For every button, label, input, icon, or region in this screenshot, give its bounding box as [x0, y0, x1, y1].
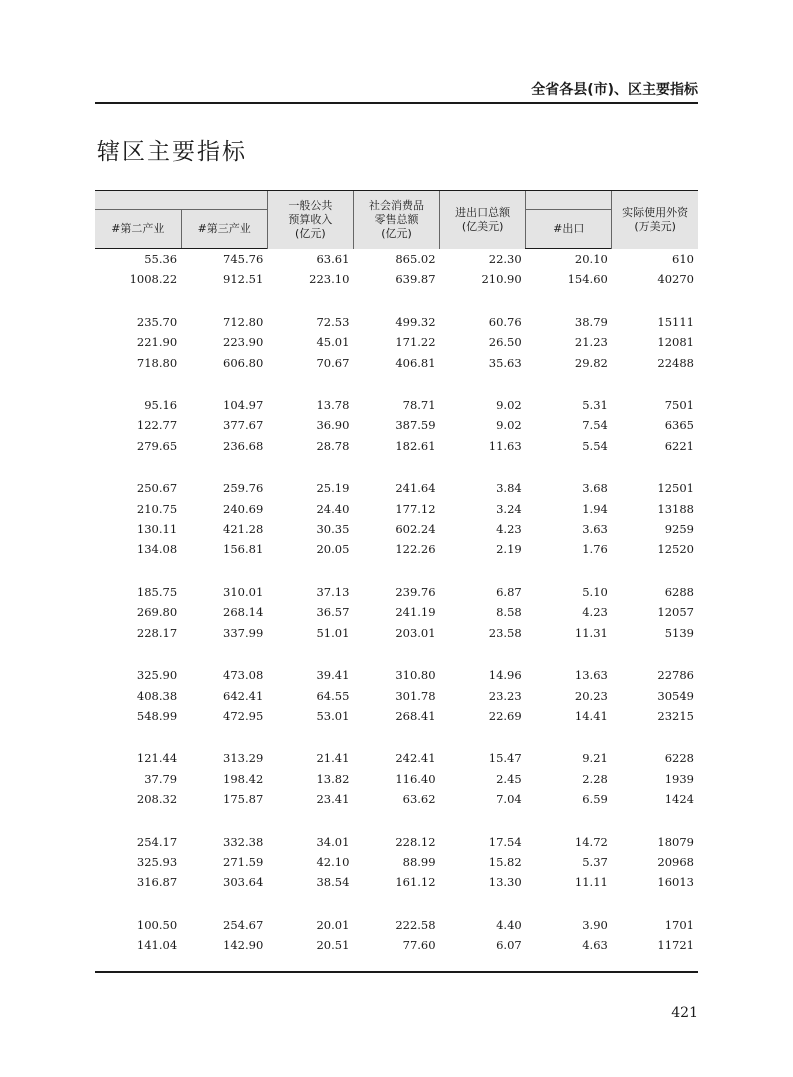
table-cell: 38.79	[574, 314, 608, 329]
table-cell: 3.63	[582, 522, 608, 537]
table-cell: 4.23	[496, 522, 522, 537]
table-row	[95, 332, 698, 352]
table-cell: 254.67	[223, 917, 264, 932]
table-cell: 130.11	[136, 522, 178, 537]
table-cell: 387.59	[395, 418, 436, 433]
table-cell: 12501	[657, 481, 694, 496]
table-cell: 122.77	[136, 418, 178, 433]
table-cell: 7501	[664, 398, 694, 413]
header-cell-retail-sales: 社会消费品 零售总额 (亿元)	[353, 191, 439, 249]
table-cell: 53.01	[316, 708, 350, 723]
table-cell: 3.68	[582, 481, 608, 496]
table-cell: 20.10	[574, 252, 608, 266]
table-row	[95, 832, 698, 852]
table-cell: 116.40	[395, 771, 436, 786]
table-cell: 161.12	[395, 875, 436, 890]
table-cell: 4.63	[582, 938, 608, 953]
table-cell: 6.87	[496, 584, 522, 599]
header-cell-fdi: 实际使用外资 (万美元)	[612, 191, 698, 249]
table-cell: 14.72	[574, 834, 608, 849]
table-cell: 30.35	[316, 522, 350, 537]
table-cell: 6.59	[582, 792, 608, 807]
table-row	[95, 872, 698, 892]
group-spacer	[95, 373, 698, 395]
table-cell: 310.01	[223, 584, 264, 599]
table-cell: 337.99	[223, 625, 264, 640]
table-cell: 5.31	[582, 398, 608, 413]
table-row	[95, 539, 698, 559]
header-cell-budget-revenue: 一般公共 预算收入 (亿元)	[267, 191, 353, 249]
group-spacer	[95, 810, 698, 832]
table-cell: 4.23	[582, 605, 608, 620]
table-row	[95, 769, 698, 789]
table-cell: 22.69	[488, 708, 522, 723]
table-cell: 21.41	[316, 751, 350, 766]
table-cell: 175.87	[223, 792, 264, 807]
table-row	[95, 519, 698, 539]
table-cell: 718.80	[136, 355, 178, 370]
table-cell: 37.79	[144, 771, 178, 786]
table-cell: 64.55	[316, 688, 350, 703]
table-row	[95, 353, 698, 373]
table-cell: 21.23	[574, 335, 608, 350]
table-cell: 22488	[657, 355, 694, 370]
page-number: 421	[671, 1005, 698, 1021]
table-cell: 26.50	[488, 335, 522, 350]
running-header: 全省各县(市)、区主要指标	[531, 82, 698, 98]
table-cell: 88.99	[402, 854, 436, 869]
table-cell: 40270	[657, 272, 694, 287]
table-cell: 60.76	[488, 314, 522, 329]
table-row	[95, 499, 698, 519]
table-cell: 602.24	[395, 522, 436, 537]
table-cell: 271.59	[223, 854, 264, 869]
table-cell: 912.51	[223, 272, 264, 287]
table-cell: 20.05	[316, 542, 350, 557]
table-row	[95, 686, 698, 706]
table-cell: 35.63	[488, 355, 522, 370]
table-cell: 20.23	[574, 688, 608, 703]
header-cell-industry-group	[95, 191, 267, 210]
table-cell: 712.80	[223, 314, 264, 329]
table-cell: 45.01	[316, 335, 350, 350]
table-row	[95, 436, 698, 456]
table-cell: 12081	[657, 335, 694, 350]
table-cell: 142.90	[223, 938, 264, 953]
table-cell: 223.10	[309, 272, 350, 287]
table-cell: 325.90	[136, 668, 178, 683]
table-cell: 325.93	[136, 854, 178, 869]
table-cell: 30549	[657, 688, 694, 703]
table-cell: 23.23	[488, 688, 522, 703]
table-cell: 1.94	[582, 501, 608, 516]
table-cell: 24.40	[316, 501, 350, 516]
table-cell: 301.78	[395, 688, 436, 703]
table-cell: 15.82	[488, 854, 522, 869]
table-cell: 228.12	[395, 834, 436, 849]
table-cell: 63.62	[402, 792, 436, 807]
table-cell: 55.36	[144, 252, 178, 266]
table-row	[95, 582, 698, 602]
table-cell: 51.01	[316, 625, 350, 640]
table-row	[95, 269, 698, 289]
table-cell: 14.41	[574, 708, 608, 723]
table-cell: 250.67	[136, 481, 178, 496]
table-cell: 316.87	[136, 875, 178, 890]
table-cell: 228.17	[136, 625, 178, 640]
header-cell-exports-top	[526, 191, 612, 210]
table-cell: 254.17	[136, 834, 178, 849]
table-cell: 18079	[657, 834, 694, 849]
indicator-table-wrapper	[95, 190, 698, 956]
table-bottom-rule	[95, 971, 698, 973]
table-cell: 2.19	[496, 542, 522, 557]
table-cell: 2.45	[496, 771, 522, 786]
table-cell: 472.95	[223, 708, 264, 723]
table-row	[95, 706, 698, 726]
table-cell: 606.80	[223, 355, 264, 370]
table-row	[95, 789, 698, 809]
table-cell: 3.24	[496, 501, 522, 516]
table-cell: 72.53	[316, 314, 350, 329]
table-cell: 11.11	[574, 875, 608, 890]
table-cell: 9.02	[496, 418, 522, 433]
header-rule	[95, 102, 698, 104]
table-cell: 16013	[657, 875, 694, 890]
table-cell: 222.58	[395, 917, 436, 932]
table-cell: 639.87	[395, 272, 436, 287]
table-cell: 11.31	[574, 625, 608, 640]
table-cell: 240.69	[223, 501, 264, 516]
table-row	[95, 415, 698, 435]
table-cell: 9259	[664, 522, 694, 537]
table-cell: 70.67	[316, 355, 350, 370]
table-cell: 13.30	[488, 875, 522, 890]
indicator-table	[95, 190, 698, 956]
table-row	[95, 478, 698, 498]
table-cell: 11721	[657, 938, 694, 953]
table-cell: 77.60	[402, 938, 436, 953]
table-cell: 22786	[657, 668, 694, 683]
page-title: 辖区主要指标	[97, 139, 247, 165]
table-row	[95, 249, 698, 270]
header-cell-secondary-industry: #第二产业	[95, 210, 181, 249]
table-cell: 39.41	[316, 668, 350, 683]
table-row	[95, 935, 698, 955]
table-cell: 548.99	[136, 708, 178, 723]
table-cell: 7.04	[496, 792, 522, 807]
table-cell: 23215	[657, 708, 694, 723]
table-row	[95, 665, 698, 685]
table-cell: 122.26	[395, 542, 436, 557]
table-cell: 5.37	[582, 854, 608, 869]
table-cell: 610	[672, 251, 694, 266]
table-cell: 1.76	[582, 542, 608, 557]
table-cell: 23.58	[488, 625, 522, 640]
table-cell: 6288	[664, 584, 694, 599]
table-cell: 408.38	[136, 688, 178, 703]
table-row	[95, 852, 698, 872]
table-cell: 22.30	[488, 251, 522, 266]
table-cell: 28.78	[316, 438, 350, 453]
table-cell: 1424	[664, 792, 694, 807]
table-cell: 6221	[664, 438, 694, 453]
table-cell: 7.54	[582, 418, 608, 433]
group-spacer	[95, 560, 698, 582]
table-cell: 865.02	[395, 251, 436, 266]
table-cell: 241.19	[395, 605, 436, 620]
table-cell: 5.54	[582, 438, 608, 453]
table-cell: 421.28	[223, 522, 264, 537]
table-cell: 121.44	[136, 751, 178, 766]
table-cell: 12057	[657, 605, 694, 620]
table-row	[95, 915, 698, 935]
table-cell: 236.68	[223, 438, 264, 453]
table-cell: 223.90	[223, 335, 264, 350]
table-cell: 36.90	[316, 418, 350, 433]
table-cell: 9.02	[496, 398, 522, 413]
table-cell: 473.08	[223, 668, 264, 683]
table-cell: 141.04	[136, 938, 178, 953]
table-cell: 20.51	[316, 938, 350, 953]
table-cell: 310.80	[395, 668, 436, 683]
table-cell: 268.41	[395, 708, 436, 723]
table-cell: 36.57	[316, 605, 350, 620]
table-cell: 95.16	[144, 398, 178, 413]
table-cell: 6228	[664, 751, 694, 766]
table-cell: 3.84	[496, 481, 522, 496]
table-cell: 13188	[657, 501, 694, 516]
table-cell: 12520	[657, 542, 694, 557]
table-row	[95, 748, 698, 768]
table-cell: 104.97	[223, 398, 264, 413]
table-cell: 406.81	[395, 355, 436, 370]
table-cell: 25.19	[316, 481, 350, 496]
table-cell: 5139	[664, 625, 694, 640]
table-cell: 3.90	[582, 917, 608, 932]
table-row	[95, 623, 698, 643]
table-cell: 185.75	[136, 584, 178, 599]
table-cell: 208.32	[136, 792, 178, 807]
table-cell: 198.42	[223, 771, 264, 786]
table-cell: 2.28	[582, 771, 608, 786]
table-cell: 15.47	[488, 751, 522, 766]
table-cell: 6365	[664, 418, 694, 433]
table-cell: 6.07	[496, 938, 522, 953]
table-cell: 37.13	[316, 584, 350, 599]
group-spacer	[95, 643, 698, 665]
table-cell: 210.90	[481, 272, 522, 287]
table-cell: 241.64	[395, 481, 436, 496]
group-spacer	[95, 726, 698, 748]
table-cell: 182.61	[395, 438, 436, 453]
table-cell: 5.10	[582, 584, 608, 599]
table-cell: 313.29	[223, 751, 264, 766]
table-cell: 4.40	[496, 917, 522, 932]
table-cell: 11.63	[488, 438, 522, 453]
table-row	[95, 395, 698, 415]
table-cell: 42.10	[316, 854, 350, 869]
table-cell: 1939	[664, 771, 694, 786]
table-cell: 34.01	[316, 834, 350, 849]
table-cell: 1008.22	[129, 272, 178, 287]
table-cell: 642.41	[223, 688, 264, 703]
table-cell: 221.90	[136, 335, 178, 350]
table-cell: 235.70	[136, 314, 178, 329]
table-cell: 303.64	[223, 875, 264, 890]
table-cell: 499.32	[395, 314, 436, 329]
table-cell: 14.96	[488, 668, 522, 683]
table-cell: 20.01	[316, 917, 350, 932]
table-cell: 259.76	[223, 481, 264, 496]
group-spacer	[95, 456, 698, 478]
table-cell: 177.12	[395, 501, 436, 516]
table-cell: 269.80	[136, 605, 178, 620]
table-cell: 203.01	[395, 625, 436, 640]
table-cell: 63.61	[316, 251, 350, 266]
table-cell: 20968	[657, 854, 694, 869]
group-spacer	[95, 290, 698, 312]
table-cell: 8.58	[496, 605, 522, 620]
table-cell: 134.08	[136, 542, 178, 557]
table-cell: 171.22	[395, 335, 436, 350]
table-cell: 332.38	[223, 834, 264, 849]
table-cell: 23.41	[316, 792, 350, 807]
table-cell: 100.50	[136, 917, 178, 932]
table-row	[95, 602, 698, 622]
table-cell: 1701	[664, 917, 694, 932]
table-cell: 745.76	[223, 252, 264, 266]
table-cell: 377.67	[223, 418, 264, 433]
table-body	[95, 249, 698, 956]
header-cell-tertiary-industry: #第三产业	[181, 210, 267, 249]
table-cell: 268.14	[223, 605, 264, 620]
table-cell: 156.81	[223, 542, 264, 557]
table-cell: 239.76	[395, 584, 436, 599]
table-cell: 78.71	[402, 398, 436, 413]
table-cell: 29.82	[574, 355, 608, 370]
table-cell: 15111	[657, 314, 694, 329]
table-cell: 9.21	[582, 751, 608, 766]
table-row	[95, 312, 698, 332]
table-cell: 13.63	[574, 668, 608, 683]
table-cell: 242.41	[395, 751, 436, 766]
header-cell-trade-total: 进出口总额 (亿美元)	[440, 191, 526, 249]
table-cell: 210.75	[136, 501, 178, 516]
group-spacer	[95, 893, 698, 915]
table-cell: 154.60	[567, 272, 608, 287]
table-cell: 17.54	[488, 834, 522, 849]
table-cell: 13.82	[316, 771, 350, 786]
table-cell: 279.65	[136, 438, 178, 453]
header-cell-exports: #出口	[526, 210, 612, 249]
table-cell: 38.54	[316, 875, 350, 890]
table-cell: 13.78	[316, 398, 350, 413]
